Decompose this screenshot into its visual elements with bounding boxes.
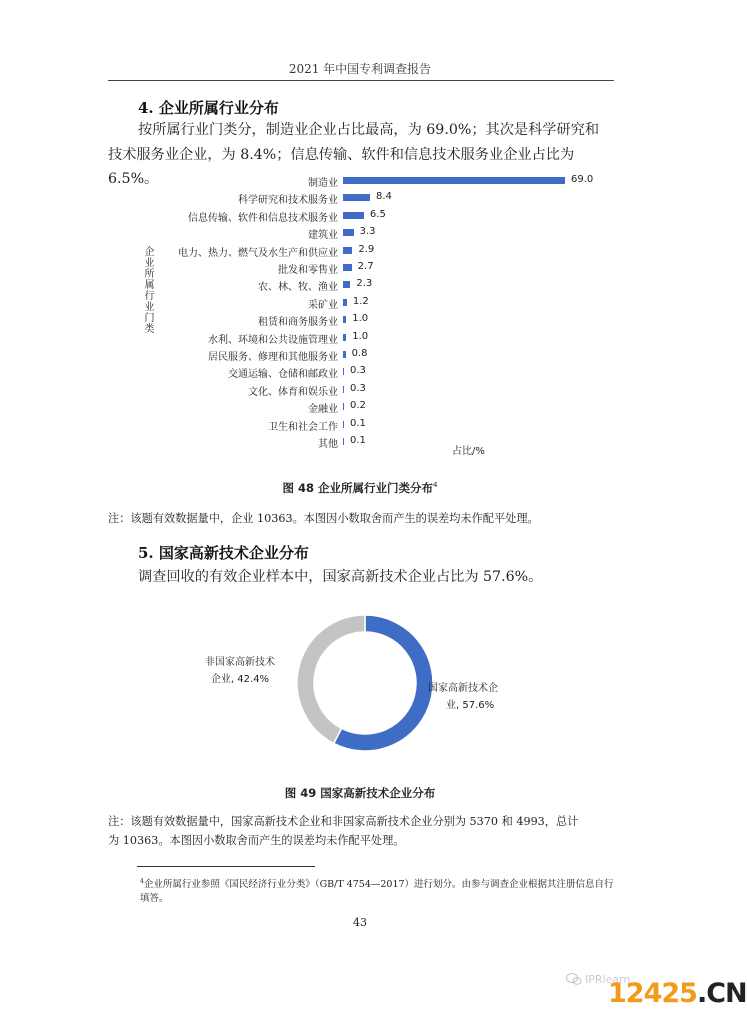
bar-value-label: 0.1 [350,435,366,446]
section-4-heading: 4. 企业所属行业分布 [138,99,279,117]
bar-category-label: 金融业 [308,404,338,416]
bar [343,229,354,236]
bar-category-label: 租赁和商务服务业 [258,317,338,329]
hightech-donut-chart [290,608,440,758]
bar-value-label: 3.3 [359,226,376,238]
bar-value-label: 1.2 [352,295,369,307]
bar-value-label: 0.3 [350,382,366,394]
bar-category-label: 文化、体育和娱乐业 [248,386,338,398]
bar-value-label: 69.0 [571,174,594,185]
bar-category-label: 其他 [318,439,338,450]
section-4-paragraph-line2: 技术服务业企业，为 8.4%；信息传输、软件和信息技术服务业企业占比为 6.5%。 [108,147,575,187]
bar-category-label: 水利、环境和公共设施管理业 [208,334,338,346]
bar-value-label: 2.7 [357,261,374,272]
figure-48-caption [0,480,720,496]
figure-48-caption-text: 图 48 企业所属行业门类分布 [282,481,434,495]
bar-category-label: 制造业 [308,178,338,189]
bar [343,386,344,393]
non-hightech-slice-label [192,654,288,688]
bar-category-label: 信息传输、软件和信息技术服务业 [188,212,338,224]
bar-value-label: 6.5 [369,208,386,220]
bar [343,421,344,428]
figure-49-note-line2: 为 10363。本图因小数取舍而产生的误差均未作配平处理。 [108,834,405,847]
figure-48-footnote-marker: 4 [433,481,438,490]
watermark-site-logo: 12425.CN [608,978,747,1009]
non-hightech-label-line1: 非国家高新技术 [205,657,275,668]
bar-category-label: 农、林、牧、渔业 [258,282,338,294]
bar-category-label: 建筑业 [308,230,338,242]
bar-category-label: 科学研究和技术服务业 [238,195,338,207]
bar-value-label: 2.9 [358,243,375,255]
bar-value-label: 0.3 [350,365,366,377]
section-5-paragraph: 调查回收的有效企业样本中，国家高新技术企业占比为 57.6%。 [138,569,543,585]
bar [343,194,370,201]
bar [343,351,346,358]
footnote-text: 企业所属行业参照《国民经济行业分类》（GB/T 4754—2017）进行划分。由参与调查企业根据其注册信息自行填答。 [140,879,614,904]
bar [343,247,352,254]
y-axis-label: 企业所属行业门类 [142,246,153,334]
bar [343,316,346,323]
hightech-label-line2: 业, 57.6% [446,700,495,711]
bar [343,403,344,410]
wechat-icon [566,972,582,986]
footnote-rule [137,866,315,867]
bar [343,264,352,271]
bar-category-label: 卫生和社会工作 [268,421,338,433]
bar-value-label: 0.2 [350,400,366,412]
footnote-marker: 4 [140,877,144,885]
bar [343,212,364,219]
bar-value-label: 1.0 [352,330,369,342]
bar-value-label: 1.0 [352,313,369,325]
hightech-label-line1: 国家高新技术企 [428,683,498,694]
bar [343,368,344,375]
bar-category-label: 交通运输、仓储和邮政业 [228,369,338,381]
running-head: 2021 年中国专利调查报告 [288,62,432,76]
bar [343,299,347,306]
bar-category-label: 电力、热力、燃气及水生产和供应业 [178,247,338,259]
bar-category-label: 采矿业 [308,299,338,311]
x-axis-label: 占比/% [452,446,485,457]
page-number: 43 [353,916,367,929]
footnote [140,876,620,904]
non-hightech-label-line2: 企业, 42.4% [210,674,270,685]
header-rule [108,80,614,81]
section-4-paragraph-line1: 按所属行业门类分，制造业企业占比最高，为 69.0%；其次是科学研究和 [138,122,600,138]
section-5-heading: 5. 国家高新技术企业分布 [138,544,309,562]
industry-bar-chart [130,168,620,468]
watermark-channel-name: IPRlearn [585,972,631,986]
bar-value-label: 0.1 [350,417,366,429]
bar [343,438,344,445]
bar [343,177,565,184]
bar [343,334,346,341]
figure-49-note-line1: 注：该题有效数据量中，国家高新技术企业和非国家高新技术企业分别为 5370 和 4993，总计 [108,815,579,828]
bar [343,281,350,288]
bar-category-label: 居民服务、修理和其他服务业 [208,352,338,363]
hightech-slice-label [428,680,528,714]
donut-slice-non-hightech [297,615,365,743]
figure-49-caption: 图 49 国家高新技术企业分布 [284,786,436,800]
bar-value-label: 0.8 [351,348,368,359]
bar-value-label: 2.3 [356,278,373,290]
bar-category-label: 批发和零售业 [278,265,338,276]
bar-value-label: 8.4 [376,191,392,203]
figure-48-note: 注：该题有效数据量中，企业 10363。本图因小数取舍而产生的误差均未作配平处理。 [108,512,539,525]
